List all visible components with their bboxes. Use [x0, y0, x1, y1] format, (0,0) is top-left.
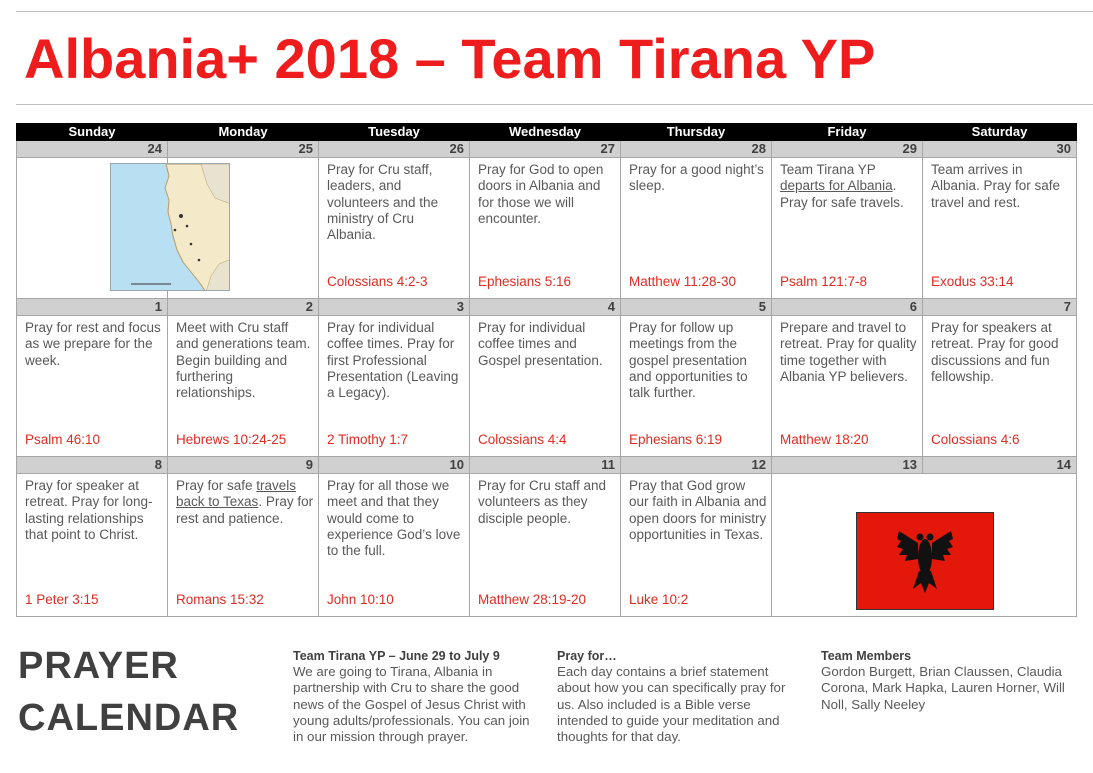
bible-verse: Luke 10:2	[629, 592, 689, 607]
day-cell-3	[319, 316, 470, 457]
bible-verse: Hebrews 10:24-25	[176, 432, 287, 447]
prayer-note: Pray for follow up meetings from the gospel presentation and opportunities to talk further.	[629, 320, 748, 401]
day-number: 7	[923, 299, 1077, 316]
day-number: 30	[923, 141, 1077, 158]
weekday-saturday: Saturday	[923, 124, 1077, 141]
week-2-cells	[17, 316, 1077, 457]
prayer-note: Meet with Cru staff and generations team. Begin building and furthering relationships.	[176, 320, 311, 401]
bible-verse: Psalm 46:10	[25, 432, 101, 447]
week-1-cells	[17, 158, 1077, 299]
day-cell-7	[923, 316, 1077, 457]
week-3-day-numbers	[17, 457, 1077, 474]
bible-verse: Matthew 18:20	[780, 432, 869, 447]
day-cell-11	[470, 474, 621, 617]
day-number: 14	[923, 457, 1077, 474]
day-cell-9	[168, 474, 319, 617]
week-3-cells	[17, 474, 1077, 617]
title-rule	[16, 104, 1093, 105]
weekday-sunday: Sunday	[17, 124, 168, 141]
day-number: 4	[470, 299, 621, 316]
prayer-note: Prepare and travel to retreat. Pray for quality time together with Albania YP believers.	[780, 320, 917, 384]
day-cell-4	[470, 316, 621, 457]
prayer-note: Pray for all those we meet and that they would come to experience God’s love to the full.	[327, 478, 461, 559]
prayer-note: Pray for Cru staff, leaders, and volunteers and the ministry of Cru Albania.	[327, 162, 439, 243]
team-info-column	[293, 648, 533, 745]
team-info-title: Team Tirana YP – June 29 to July 9	[293, 649, 500, 663]
day-number: 24	[17, 141, 168, 158]
bible-verse: Colossians 4:4	[478, 432, 567, 447]
bible-verse: Ephesians 6:19	[629, 432, 723, 447]
day-cell-10	[319, 474, 470, 617]
pray-for-text: Each day contains a brief statement about how you can specifically pray for us. Also included is a Bible verse intended to guide your meditation and thoughts for that day.	[557, 664, 786, 745]
day-number: 25	[168, 141, 319, 158]
heading-line: CALENDAR	[18, 697, 240, 739]
note-text: Team Tirana YP	[780, 162, 876, 177]
day-number: 11	[470, 457, 621, 474]
day-cell-30	[923, 158, 1077, 299]
day-cell-29	[772, 158, 923, 299]
day-number: 3	[319, 299, 470, 316]
bible-verse: Exodus 33:14	[931, 274, 1014, 289]
week-2-day-numbers	[17, 299, 1077, 316]
day-cell-28	[621, 158, 772, 299]
prayer-note: Pray for individual coffee times. Pray for first Professional Presentation (Leaving a Legacy).	[327, 320, 459, 401]
day-number: 1	[17, 299, 168, 316]
prayer-note: Pray for Cru staff and volunteers as they disciple people.	[478, 478, 607, 526]
day-cell-5	[621, 316, 772, 457]
day-cell-1	[17, 316, 168, 457]
note-text: . Pray for rest and patience.	[176, 494, 314, 526]
team-members-text: Gordon Burgett, Brian Claussen, Claudia Corona, Mark Hapka, Lauren Horner, Will Noll, Sally Neeley	[821, 664, 1065, 712]
day-cell-13-14	[772, 474, 1077, 617]
weekday-friday: Friday	[772, 124, 923, 141]
weekday-monday: Monday	[168, 124, 319, 141]
prayer-note: Team arrives in Albania. Pray for safe travel and rest.	[931, 162, 1061, 210]
prayer-note: Pray for speakers at retreat. Pray for good discussions and fun fellowship.	[931, 320, 1059, 384]
day-cell-25	[168, 158, 319, 299]
prayer-note: Pray for a good night’s sleep.	[629, 162, 764, 194]
note-text: Pray for safe	[176, 478, 257, 493]
prayer-note: Pray for speaker at retreat. Pray for long-lasting relationships that point to Christ.	[25, 478, 153, 542]
prayer-note: Pray for rest and focus as we prepare for the week.	[25, 320, 161, 368]
day-cell-24	[17, 158, 168, 299]
weekday-wednesday: Wednesday	[470, 124, 621, 141]
team-members-column	[821, 648, 1071, 713]
week-1-day-numbers	[17, 141, 1077, 158]
bible-verse: Matthew 28:19-20	[478, 592, 587, 607]
albanian-flag-image	[856, 512, 994, 610]
travels-back-link[interactable]: travels back to Texas	[176, 478, 297, 510]
bible-verse: 2 Timothy 1:7	[327, 432, 409, 447]
day-number: 8	[17, 457, 168, 474]
day-number: 9	[168, 457, 319, 474]
day-number: 2	[168, 299, 319, 316]
top-rule	[16, 11, 1093, 12]
bible-verse: John 10:10	[327, 592, 394, 607]
team-info-text: We are going to Tirana, Albania in partnership with Cru to share the good news of the Gospel of Jesus Christ with young adults/professionals. You can join in our mission through prayer.	[293, 664, 530, 745]
bible-verse: Matthew 11:28-30	[629, 274, 737, 289]
weekday-thursday: Thursday	[621, 124, 772, 141]
prayer-calendar-grid	[16, 123, 1077, 617]
prayer-calendar-heading	[18, 640, 239, 744]
day-cell-26	[319, 158, 470, 299]
note-text: . Pray for safe travels.	[780, 178, 904, 210]
prayer-note: Pray that God grow our faith in Albania and open doors for ministry opportunities in Texas.	[629, 478, 767, 542]
day-number: 29	[772, 141, 923, 158]
team-members-title: Team Members	[821, 649, 912, 663]
day-number: 27	[470, 141, 621, 158]
bible-verse: Psalm 121:7-8	[780, 274, 868, 289]
day-cell-6	[772, 316, 923, 457]
prayer-note: Pray for God to open doors in Albania and for those we will encounter.	[478, 162, 604, 226]
page-title: Albania+ 2018 – Team Tirana YP	[24, 27, 876, 90]
pray-for-column	[557, 648, 802, 745]
prayer-note	[780, 162, 918, 211]
day-number: 28	[621, 141, 772, 158]
day-cell-2	[168, 316, 319, 457]
prayer-note: Pray for individual coffee times and Gospel presentation.	[478, 320, 603, 368]
weekday-tuesday: Tuesday	[319, 124, 470, 141]
pray-for-title: Pray for…	[557, 649, 617, 663]
prayer-note	[176, 478, 314, 527]
day-cell-12	[621, 474, 772, 617]
bible-verse: Romans 15:32	[176, 592, 264, 607]
bible-verse: 1 Peter 3:15	[25, 592, 99, 607]
heading-line: PRAYER	[18, 645, 179, 687]
day-number: 5	[621, 299, 772, 316]
day-cell-27	[470, 158, 621, 299]
bible-verse: Colossians 4:2-3	[327, 274, 428, 289]
bible-verse: Colossians 4:6	[931, 432, 1020, 447]
bible-verse: Ephesians 5:16	[478, 274, 572, 289]
weekday-header-row	[17, 124, 1077, 141]
day-number: 26	[319, 141, 470, 158]
day-number: 12	[621, 457, 772, 474]
day-number: 10	[319, 457, 470, 474]
day-cell-8	[17, 474, 168, 617]
day-number: 13	[772, 457, 923, 474]
departs-link[interactable]: departs for Albania	[780, 178, 893, 194]
day-number: 6	[772, 299, 923, 316]
